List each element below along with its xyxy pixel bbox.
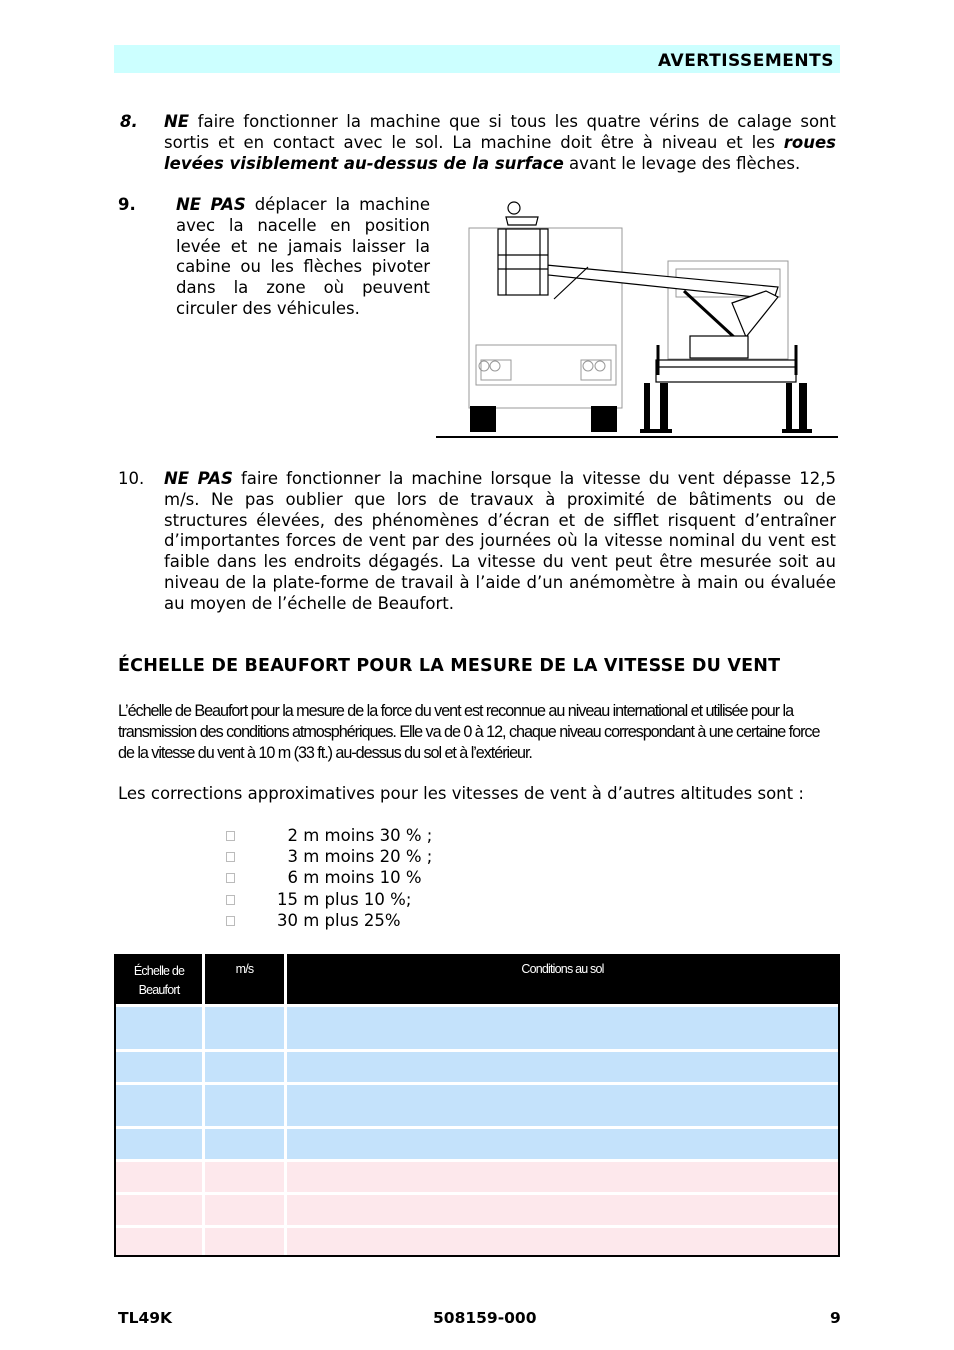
correction-text: 15 m plus 10 %; xyxy=(277,890,412,909)
header-conditions: Conditions au sol xyxy=(284,954,838,1004)
table-cell xyxy=(202,1082,284,1126)
bullet-box-icon xyxy=(226,916,235,926)
header-beaufort-scale xyxy=(116,954,202,1004)
table-cell xyxy=(116,1049,202,1082)
header-bar xyxy=(114,45,840,73)
item-8-ne: NE xyxy=(164,112,190,131)
table-cell xyxy=(116,1159,202,1192)
boom-upper xyxy=(546,265,778,299)
table-row xyxy=(116,1192,838,1225)
table-cell xyxy=(284,1082,838,1126)
truck-wheel-right xyxy=(591,406,617,432)
table-row xyxy=(116,1159,838,1192)
item-8-emphasis: roues levées visiblement au-dessus de la surface xyxy=(164,132,836,173)
table-cell xyxy=(284,1126,838,1159)
aerial-lift-illustration xyxy=(436,195,840,441)
table-cell xyxy=(202,1004,284,1049)
table-cell xyxy=(202,1192,284,1225)
table-cell xyxy=(284,1049,838,1082)
footer-part-number: 508159-000 xyxy=(433,1309,537,1327)
turntable xyxy=(690,336,748,358)
correction-text: 2 m moins 30 % ; xyxy=(277,826,433,845)
item-9-number: 9. xyxy=(118,195,136,214)
item-10-body: faire fonctionner la machine lorsque la vitesse du vent dépasse 12,5 m/s. Ne pas oublier que lors de travaux à proximité de bâtiments ou de structures élevées, des phénomènes d’écran et de sifflet risquent d’entraîner d’importantes forces de vent par des journées où la vitesse nominal du vent est faible dans les endroits dégagés. La vitesse du vent peut être mesurée soit au niveau de la plate-forme de travail à l’aide d’un anémomètre à main ou évaluée au moyen de l’échelle de Beaufort. xyxy=(164,469,836,613)
corrections-intro: Les corrections approximatives pour les vitesses de vent à d’autres altitudes sont : xyxy=(118,784,804,803)
table-cell xyxy=(116,1004,202,1049)
table-row xyxy=(116,1126,838,1159)
header-scale-line1: Échelle de xyxy=(133,964,185,978)
item-9-body: déplacer la machine avec la nacelle en position levée et ne jamais laisser la cabine ou les flèches pivoter dans la zone où peuvent circuler des véhicules. xyxy=(176,195,431,318)
item-8-number: 8. xyxy=(120,112,138,131)
page-title: AVERTISSEMENTS xyxy=(658,51,834,71)
item-8-text xyxy=(164,112,836,174)
table-cell xyxy=(284,1159,838,1192)
table-cell xyxy=(202,1049,284,1082)
truck-wheel-left xyxy=(470,406,496,432)
bullet-box-icon xyxy=(226,852,235,862)
table-cell xyxy=(116,1192,202,1225)
item-8-tail: avant le levage des flèches. xyxy=(563,153,801,173)
table-cell xyxy=(116,1225,202,1255)
item-8-body: faire fonctionner la machine que si tous les quatre vérins de calage sont sortis et en contact avec le sol. La machine doit être à niveau et les xyxy=(164,112,836,152)
item-9-ne-pas: NE PAS xyxy=(176,195,246,214)
footer-page-number: 9 xyxy=(830,1309,841,1327)
correction-text: 3 m moins 20 % ; xyxy=(277,847,433,866)
beaufort-table xyxy=(114,954,840,1257)
table-cell xyxy=(284,1192,838,1225)
bullet-box-icon xyxy=(226,831,235,841)
correction-text: 30 m plus 25% xyxy=(277,911,401,930)
section-title: ÉCHELLE DE BEAUFORT POUR LA MESURE DE LA VITESSE DU VENT xyxy=(118,656,781,676)
item-10-ne-pas: NE PAS xyxy=(164,469,233,488)
outrigger-right-2 xyxy=(799,383,807,431)
table-cell xyxy=(202,1225,284,1255)
beaufort-intro: L’échelle de Beaufort pour la mesure de la force du vent est reconnue au niveau international et utilisée pour la transmission des conditions atmosphériques. Elle va de 0 à 12, chaque niveau correspondant à une certaine force de la vitesse du vent à 10 m (33 ft.) au-dessus du sol et à l’extérieur. xyxy=(118,702,820,762)
bullet-box-icon xyxy=(226,895,235,905)
item-9-text xyxy=(176,195,430,320)
table-cell xyxy=(116,1126,202,1159)
bullet-box-icon xyxy=(226,873,235,883)
table-row xyxy=(116,1082,838,1126)
chassis xyxy=(656,360,796,382)
footer-model: TL49K xyxy=(118,1309,173,1327)
item-10-text xyxy=(164,469,836,615)
table-row xyxy=(116,1004,838,1049)
table-row xyxy=(116,1049,838,1082)
correction-text: 6 m moins 10 % xyxy=(277,868,422,887)
table-cell xyxy=(202,1159,284,1192)
table-cell xyxy=(202,1126,284,1159)
outrigger-left-1 xyxy=(644,383,650,431)
table-cell xyxy=(284,1225,838,1255)
table-cell xyxy=(116,1082,202,1126)
table-row xyxy=(116,1225,838,1255)
table-header-row xyxy=(116,954,838,1004)
header-ms: m/s xyxy=(202,954,284,1004)
item-10-number: 10. xyxy=(118,469,145,488)
header-scale-line2: Beaufort xyxy=(138,983,180,997)
table-cell xyxy=(284,1004,838,1049)
